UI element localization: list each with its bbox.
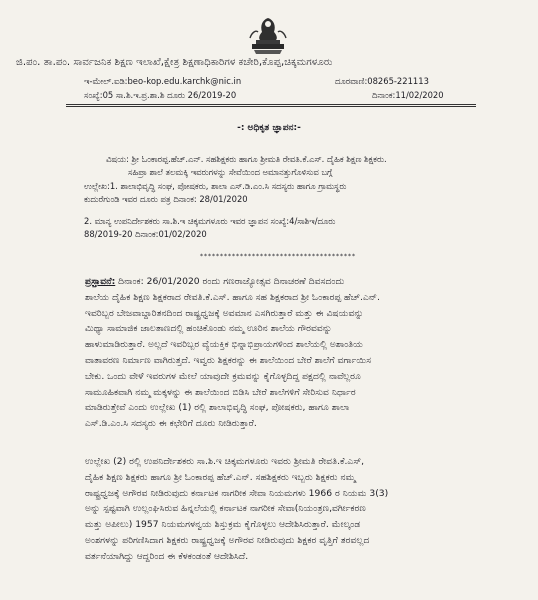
subject-block (106, 153, 526, 178)
subject-line: ಸಹಿಪ್ರಾ ಶಾಲೆ ತಲಮಕ್ಕಿ ಇವರುಗಳನ್ನು ಸೇವೆಯಿಂದ ಅಮಾನತ್ತುಗೊಳಿಸುವ ಬಗ್ಗೆ (128, 166, 333, 177)
paragraph-line: ಮಿಥ್ಯಾ ಸಾಮಾಜಿಕ ಜಾಲತಾಣದಲ್ಲಿ ಹಂಚಿಕೊಂಡು ನಮ್ಮ ಊರಿನ ಶಾಲೆಯ ಗೌರವವನ್ನು (85, 323, 333, 335)
preamble-paragraph (85, 274, 515, 432)
paragraph-line: ಅನ್ನು ಸ್ಪಷ್ಟವಾಗಿ ಉಲ್ಲಂಘಿಸಿರುವ ಹಿನ್ನಲೆಯಲ್ಲಿ ಕರ್ನಾಟಕ ನಾಗರೀಕ ಸೇವಾ(ನಿಯಂತ್ರಣ,ವರ್ಗೀಕರಣ (85, 503, 366, 515)
document-date: ದಿನಾಂಕ:11/02/2020 (372, 90, 444, 100)
paragraph-line: ಸಾಮೂಹಿಕವಾಗಿ ನಮ್ಮ ಮಕ್ಕಳನ್ನು ಈ ಶಾಲೆಯಿಂದ ಬಿಡಿಸಿ ಬೇರೆ ಶಾಲೆಗಳಿಗೆ ಸೇರಿಸುವ ನಿರ್ಧಾರ (85, 386, 356, 398)
paragraph-line: ಇವರಿಬ್ಬರ ಬೇಜವಾಬ್ದಾರಿತನದಿಂದ ರಾಷ್ಟ್ರಧ್ವಜಕ್ಕೆ ಅವಮಾನ ಎಸಗಿರುತ್ತಾರೆ ಮತ್ತು ಈ ವಿಷಯವನ್ನು (85, 307, 364, 319)
paragraph-line: ಅಂಶಗಳನ್ನು ಪರಿಗಣಿಸಿದಾಗ ಶಿಕ್ಷಕರು ರಾಷ್ಟ್ರಧ್ವಜಕ್ಕೆ ಅಗೌರವ ನೀಡಿರುವುದು ಶಿಕ್ಷಕರ ವೃತ್ತಿಗೆ ತರವಲ್ಲದ (85, 534, 370, 546)
paragraph-line: ದಿನಾಂಕ: 26/01/2020 ರಂದು ಗಣರಾಜ್ಯೋತ್ಸವ ದಿನಾಚರಣೆ ದಿವಸದಂದು (115, 276, 345, 287)
paragraph-line: ರಾಷ್ಟ್ರಧ್ವಜಕ್ಕೆ ಅಗೌರವ ನೀಡಿರುವುದು ಕರ್ನಾಟಕ ನಾಗರೀಕ ಸೇವಾ ನಿಯಮಗಳು 1966 ರ ನಿಯಮ 3(3) (85, 487, 389, 499)
paragraph-line: ಮತ್ತು ಅಪೀಲು) 1957 ನಿಯಮಗಳನ್ವಯ ಶಿಸ್ತುಕ್ರಮ ಕೈಗೊಳ್ಳಲು ಆದೇಶಿಸಿರುತ್ತಾರೆ. ಮೇಲ್ಕಂಡ (85, 519, 361, 531)
subject-line: ವಿಷಯ: ಶ್ರೀ ಓಂಕಾರಪ್ಪ.ಹೆಚ್.ಎನ್. ಸಹಶಿಕ್ಷಕರು ಹಾಗೂ ಶ್ರೀಮತಿ ರೇವತಿ.ಕೆ.ಎಸ್. ದೈಹಿಕ ಶಿಕ್ಷಣ ಶಿಕ್ಷಕರು. (106, 154, 387, 164)
paragraph-line: ಎಸ್.ಡಿ.ಎಂ.ಸಿ ಸದಸ್ಯರು ಈ ಕಛೇರಿಗೆ ದೂರು ನೀಡಿರುತ್ತಾರೆ. (85, 418, 257, 430)
paragraph-line: ಶಾಲೆಯ ದೈಹಿಕ ಶಿಕ್ಷಣ ಶಿಕ್ಷಕರಾದ ರೇವತಿ.ಕೆ.ಎಸ್. ಹಾಗೂ ಸಹ ಶಿಕ್ಷಕರಾದ ಶ್ರೀ ಓಂಕಾರಪ್ಪ ಹೆಚ್.ಎನ್. (85, 291, 380, 303)
preamble-label: ಪ್ರಸ್ತಾವನೆ: (85, 276, 116, 287)
order-reason-paragraph (85, 454, 515, 565)
reference-line: ಕುದುರೆಗುಂಡಿ ಇವರ ದೂರು ಪತ್ರ ದಿನಾಂಕ: 28/01/2020 (84, 193, 248, 204)
references-block (84, 180, 524, 240)
header-rule-bottom (66, 106, 476, 107)
paragraph-line: ವಾತಾವರಣ ನಿರ್ಮಾಣ ವಾಗಿರುತ್ತದೆ. ಇವ್ವರು ಶಿಕ್ಷಕರನ್ನು ಈ ಶಾಲೆಯಿಂದ ಬೇರೆ ಶಾಲೆಗೆ ವರ್ಗಾಯಿಸ (85, 354, 372, 366)
karnataka-emblem-icon (246, 14, 290, 56)
paragraph-line: ವರ್ತನೆಯಾಗಿದ್ದು ಆದ್ದರಿಂದ ಈ ಕೆಳಕಂಡಂತೆ ಆದೇಶಿಸಿದೆ. (85, 550, 249, 562)
reference-number: ಸಂಖ್ಯೆ:05 ಸಾ.ಶಿ.ಇ.ಪ್ರ.ಶಾ.ಶಿ ದೂರು 26/2019-20 (84, 90, 237, 100)
email-line: ಇ-ಮೇಲ್.ಐಡಿ:beo-kop.edu.karchk@nic.in (84, 76, 242, 86)
star-separator: *************************************** (200, 253, 356, 260)
paragraph-line: ದೈಹಿಕ ಶಿಕ್ಷಣ ಶಿಕ್ಷಕರು ಹಾಗೂ ಶ್ರೀ ಓಂಕಾರಪ್ಪ ಹೆಚ್.ಎನ್. ಸಹಶಿಕ್ಷಕರು ಇಬ್ಬರು ಶಿಕ್ಷಕರು ನಮ್ಮ (85, 471, 356, 483)
reference-line: 2. ಮಾನ್ಯ ಉಪನಿರ್ದೇಶಕರು ಸಾ.ಶಿ.ಇ ಚಿಕ್ಕಮಗಳೂರು ಇವರ ಜ್ಞಾಪನ ಸಂಖ್ಯೆ:4/ಸಾಶಿಇ/ದೂರು (84, 216, 336, 226)
header-rule-top (66, 104, 476, 105)
office-title: ಜಿ.ಪಂ. ತಾ.ಪಂ. ಸಾರ್ವಜನಿಕ ಶಿಕ್ಷಣ ಇಲಾಖೆ,ಕ್ಷೇತ್ರ ಶಿಕ್ಷಣಾಧಿಕಾರಿಗಳ ಕಚೇರಿ,ಕೊಪ್ಪ,ಚಿಕ್ಕಮಗಳೂರು (16, 57, 333, 68)
reference-line: ಉಲ್ಲೇಖ:1. ಶಾಲಾಭಿವೃದ್ಧಿ ಸಂಘ, ಪೋಷಕರು, ಶಾಲಾ ಎಸ್.ಡಿ.ಎಂ.ಸಿ ಸದಸ್ಯರು ಹಾಗೂ ಗ್ರಾಮಸ್ಥರು (84, 181, 347, 191)
paragraph-line: ಹಾಳುಮಾಡಿರುತ್ತಾರೆ. ಅಲ್ಲದೆ ಇವರಿಬ್ಬರ ವ್ಯೆಯಕ್ತಿಕ ಭಿನ್ನಾಭಿಪ್ರಾಯಗಳಿಂದ ಶಾಲೆಯಲ್ಲಿ ಅಶಾಂತಿಯ (85, 339, 363, 351)
phone-line: ದೂರವಾಣಿ:08265-221113 (335, 76, 429, 86)
paragraph-line: ಬೇಕು. ಒಂದು ವೇಳೆ ಇವರುಗಳ ಮೇಲೆ ಯಾವುದೇ ಕ್ರಮವನ್ನು ಕೈಗೊಳ್ಳದಿದ್ದ ಪಕ್ಷದಲ್ಲಿ ನಾವೆಲ್ಲರೂ (85, 370, 361, 382)
paragraph-line: ಉಲ್ಲೇಖ (2) ರಲ್ಲಿ ಉಪನಿರ್ದೇಶಕರು ಸಾ.ಶಿ.ಇ ಚಿಕ್ಕಮಗಳೂರು ಇವರು ಶ್ರೀಮತಿ ರೇವತಿ.ಕೆ.ಎಸ್, (85, 456, 365, 467)
order-title: -: ಅಧಿಕೃತ ಜ್ಞಾಪನ:- (237, 123, 301, 133)
reference-line: 88/2019-20 ದಿನಾಂಕ:01/02/2020 (84, 228, 207, 239)
paragraph-line: ಮಾಡಿರುತ್ತೇವೆ ಎಂದು ಉಲ್ಲೇಖ (1) ರಲ್ಲಿ ಶಾಲಾಭಿವೃದ್ಧಿ ಸಂಘ, ಪೋಷಕರು, ಹಾಗೂ ಶಾಲಾ (85, 402, 350, 414)
